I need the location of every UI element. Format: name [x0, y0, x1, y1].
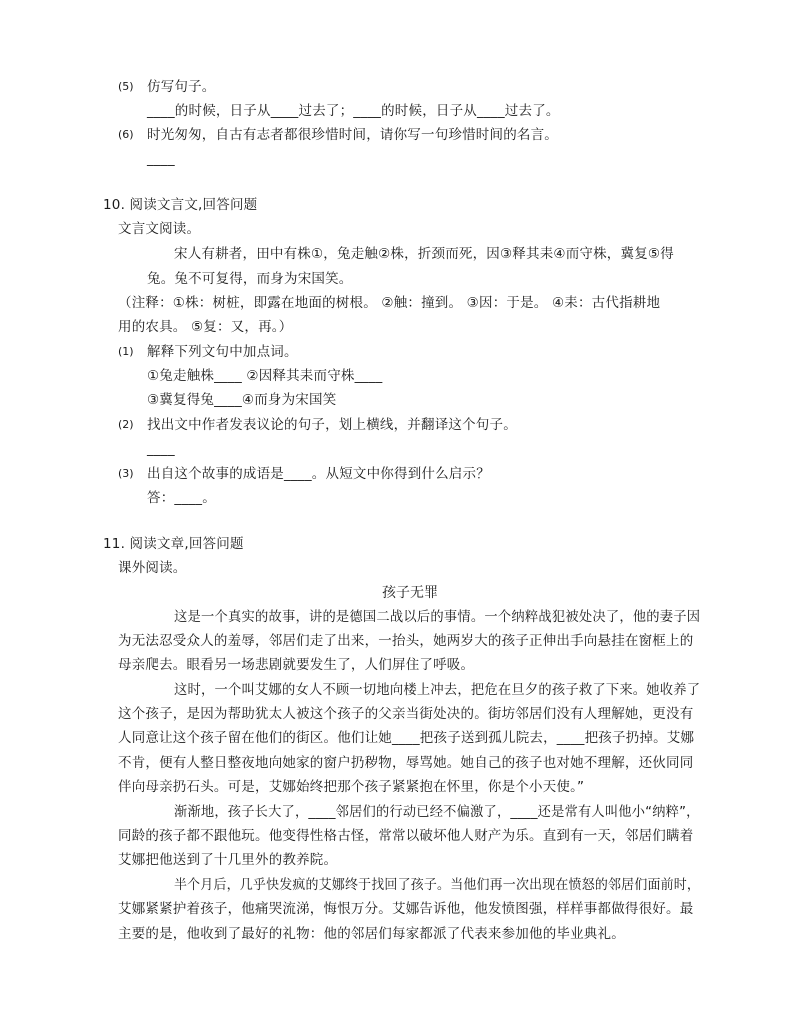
q9-sub5-prompt: 仿写句子。 [147, 79, 216, 95]
q10-sub1-row: ③冀复得兔____④而身为宋国笑 [147, 392, 337, 408]
article-line: 艾娜把他送到了十几里外的教养院。 [118, 852, 338, 868]
q10-notes-line: （注释：①株：树桩，即露在地面的树根。 ②触：撞到。 ③因：于是。 ④耒：古代指耕地 [118, 295, 661, 311]
article-line: 半个月后，几乎快发疯的艾娜终于找回了孩子。当他们再一次出现在愤怒的邻居们面前时， [174, 877, 701, 893]
q10-passage-line: 兔。兔不可复得，而身为宋国笑。 [147, 271, 353, 287]
article-line: 人同意让这个孩子留在他们的街区。他们让她____把孩子送到孤儿院去，____把孩子扔掉。艾娜 [118, 730, 695, 746]
article-title: 孩子无罪 [382, 585, 438, 601]
q10-sub2-number: (2) [118, 418, 134, 431]
q9-sub5-number: (5) [118, 80, 134, 93]
article-line: 伴向母亲扔石头。可是，艾娜始终把那个孩子紧紧抱在怀里，你是个小天使。” [118, 779, 585, 795]
q11-heading: 11. 阅读文章,回答问题 [103, 536, 244, 552]
article-line: 这时，一个叫艾娜的女人不顾一切地向楼上冲去，把危在旦夕的孩子救了下来。她收养了 [174, 682, 701, 698]
q10-sub1-prompt: 解释下列文句中加点词。 [147, 344, 298, 360]
article-line: 这是一个真实的故事，讲的是德国二战以后的事情。一个纳粹战犯被处决了，他的妻子因 [174, 609, 701, 625]
q9-sub6-number: (6) [118, 128, 134, 141]
article-line: 为无法忍受众人的羞辱，邻居们走了出来，一抬头，她两岁大的孩子正伸出手向悬挂在窗框上的 [118, 633, 694, 649]
q11-intro: 课外阅读。 [118, 560, 187, 576]
article-line: 母亲爬去。眼看另一场悲剧就要发生了，人们屏住了呼吸。 [118, 657, 475, 673]
article-line: 渐渐地，孩子长大了，____邻居们的行动已经不偏激了，____还是常有人叫他小“纳粹”， [174, 804, 700, 820]
q9-sub6-answer-blank: ____ [147, 151, 175, 167]
q9-sub6-prompt: 时光匆匆，自古有志者都很珍惜时间，请你写一句珍惜时间的名言。 [147, 127, 558, 143]
q10-intro: 文言文阅读。 [118, 221, 201, 237]
q10-sub2-answer-blank: ____ [147, 441, 175, 457]
article-line: 同龄的孩子都不跟他玩。他变得性格古怪，常常以破坏他人财产为乐。直到有一天，邻居们瞒着 [118, 828, 694, 844]
q10-sub3-prompt: 出自这个故事的成语是____。从短文中你得到什么启示？ [147, 466, 490, 482]
article-line: 艾娜紧紧护着孩子，他痛哭流涕，悔恨万分。艾娜告诉他，他发愤图强，样样事都做得很好。最 [118, 901, 694, 917]
q10-sub3-number: (3) [118, 467, 134, 480]
q10-sub2-prompt: 找出文中作者发表议论的句子，划上横线，并翻译这个句子。 [147, 417, 517, 433]
article-line: 这个孩子，是因为帮助犹太人被这个孩子的父亲当街处决的。街坊邻居们没有人理解她，更没有 [118, 706, 694, 722]
q10-notes-line: 用的农具。 ⑤复：又，再。） [118, 319, 293, 335]
q10-sub1-number: (1) [118, 345, 134, 358]
article-line: 不肯，便有人整日整夜地向她家的窗户扔秽物，辱骂她。她自己的孩子也对她不理解，还伙同同 [118, 755, 694, 771]
q9-sub5-imitation-line: ____的时候，日子从____过去了；____的时候，日子从____过去了。 [147, 103, 560, 119]
q10-passage-line: 宋人有耕者，田中有株①，兔走触②株，折颈而死，因③释其耒④而守株，冀复⑤得 [174, 246, 674, 262]
q10-sub3-answer: 答：____。 [147, 490, 216, 506]
article-line: 主要的是，他收到了最好的礼物：他的邻居们每家都派了代表来参加他的毕业典礼。 [118, 926, 625, 942]
q10-heading: 10. 阅读文言文,回答问题 [103, 197, 258, 213]
q10-sub1-row: ①兔走触株____ ②因释其耒而守株____ [147, 368, 383, 384]
